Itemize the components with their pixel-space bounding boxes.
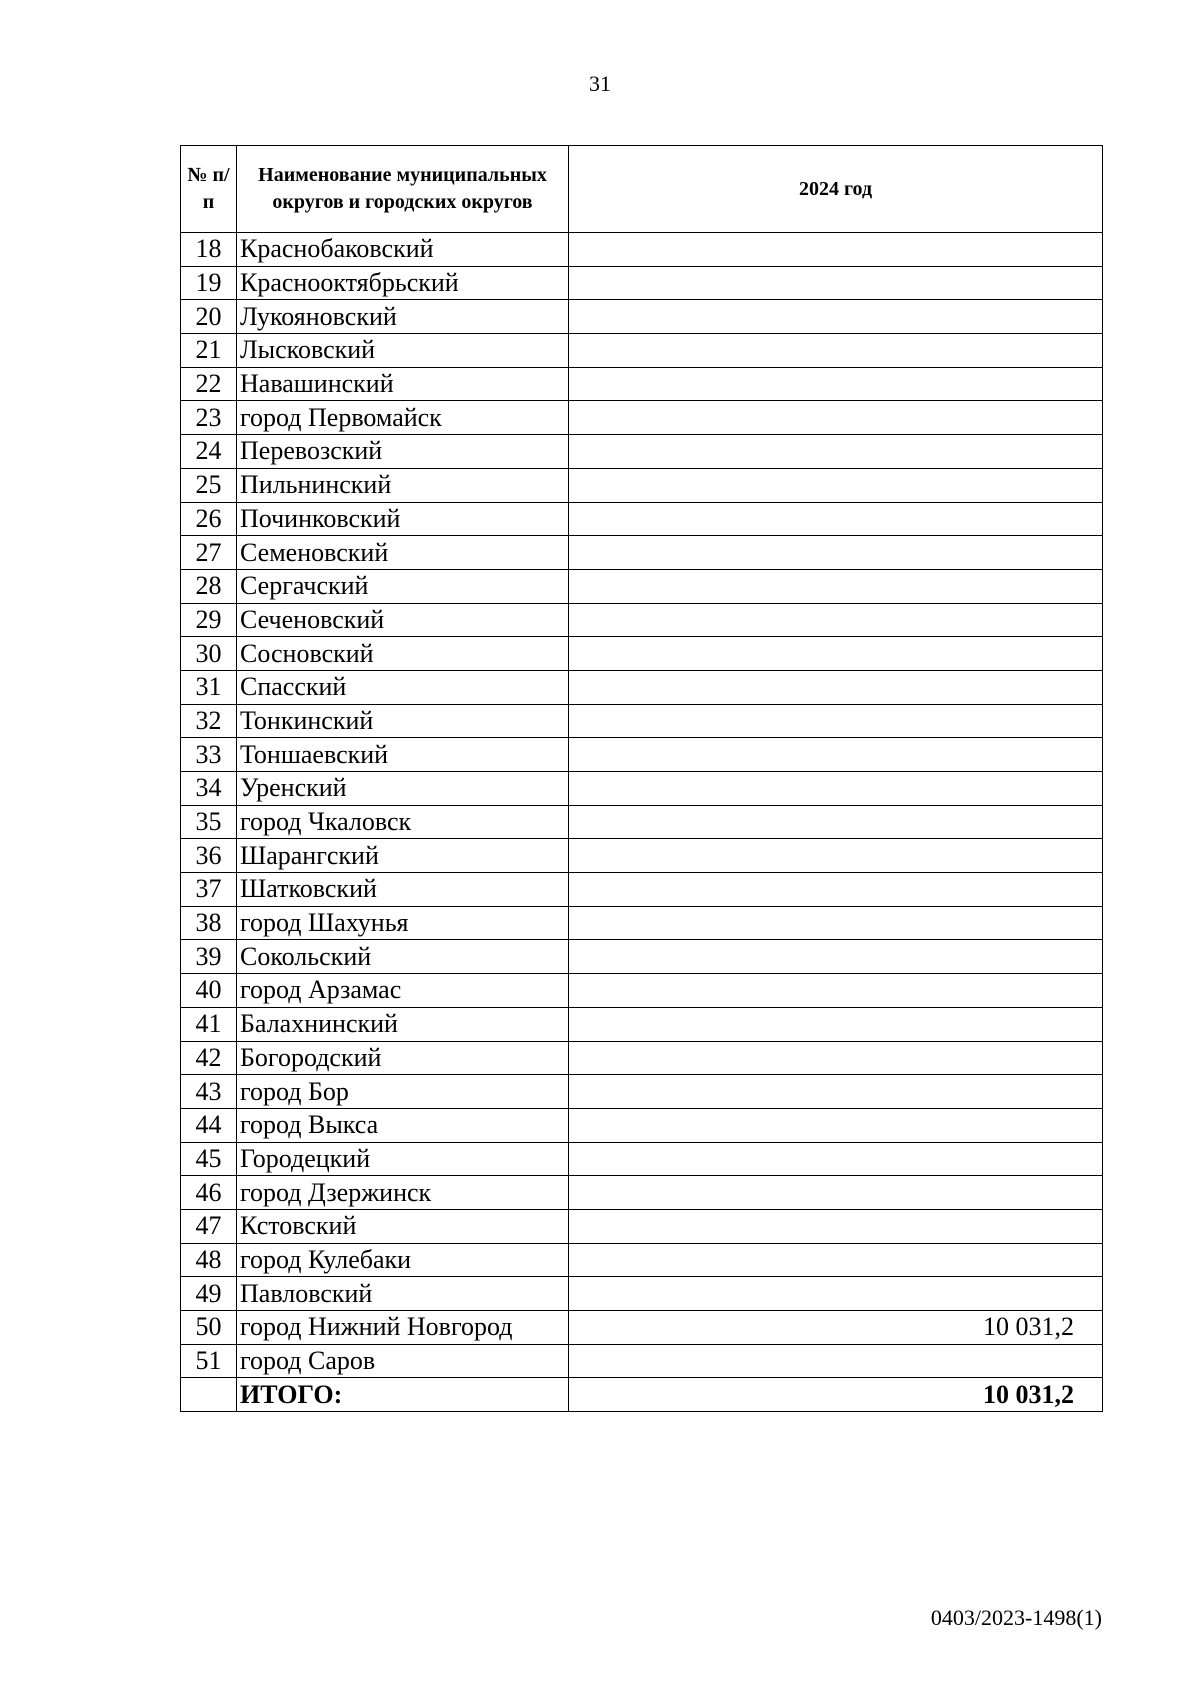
- row-number: 31: [181, 670, 237, 704]
- row-value: [569, 502, 1103, 536]
- row-value: [569, 974, 1103, 1008]
- row-district-name: город Бор: [237, 1075, 569, 1109]
- table-row: [181, 1243, 1103, 1277]
- row-number: 41: [181, 1007, 237, 1041]
- total-label: ИТОГО:: [237, 1378, 569, 1412]
- table-row: [181, 1311, 1103, 1345]
- table-row: [181, 906, 1103, 940]
- row-district-name: Уренский: [237, 772, 569, 806]
- row-number: 38: [181, 906, 237, 940]
- row-district-name: Спасский: [237, 670, 569, 704]
- total-number: [181, 1378, 237, 1412]
- row-number: 49: [181, 1277, 237, 1311]
- table-row: [181, 1007, 1103, 1041]
- row-value: [569, 940, 1103, 974]
- table-row: [181, 266, 1103, 300]
- row-value: [569, 401, 1103, 435]
- row-number: 23: [181, 401, 237, 435]
- header-year: 2024 год: [569, 146, 1103, 233]
- row-number: 29: [181, 603, 237, 637]
- table-row: [181, 1209, 1103, 1243]
- row-district-name: город Нижний Новгород: [237, 1311, 569, 1345]
- row-number: 25: [181, 468, 237, 502]
- row-value: [569, 839, 1103, 873]
- row-number: 27: [181, 536, 237, 570]
- row-value: [569, 1142, 1103, 1176]
- row-value: [569, 233, 1103, 267]
- row-number: 40: [181, 974, 237, 1008]
- row-district-name: Сергачский: [237, 569, 569, 603]
- table-row: [181, 1075, 1103, 1109]
- total-row: [181, 1378, 1103, 1412]
- table-row: [181, 805, 1103, 839]
- row-number: 44: [181, 1108, 237, 1142]
- table-row: [181, 873, 1103, 907]
- row-district-name: Сокольский: [237, 940, 569, 974]
- row-number: 30: [181, 637, 237, 671]
- table-row: [181, 637, 1103, 671]
- table-row: [181, 233, 1103, 267]
- table-row: [181, 704, 1103, 738]
- table-row: [181, 1176, 1103, 1210]
- row-value: [569, 906, 1103, 940]
- row-value: [569, 1344, 1103, 1378]
- row-district-name: город Выкса: [237, 1108, 569, 1142]
- row-number: 33: [181, 738, 237, 772]
- row-value: [569, 435, 1103, 469]
- row-value: [569, 367, 1103, 401]
- row-district-name: Тонкинский: [237, 704, 569, 738]
- row-value: [569, 1209, 1103, 1243]
- row-value: [569, 569, 1103, 603]
- row-number: 47: [181, 1209, 237, 1243]
- table-body: [181, 233, 1103, 1412]
- page-number: 31: [589, 71, 611, 96]
- row-value: [569, 603, 1103, 637]
- row-number: 32: [181, 704, 237, 738]
- row-district-name: Краснобаковский: [237, 233, 569, 267]
- row-value: [569, 1277, 1103, 1311]
- header-number: № п/п: [181, 146, 237, 233]
- row-number: 46: [181, 1176, 237, 1210]
- table-row: [181, 772, 1103, 806]
- row-value: [569, 266, 1103, 300]
- row-value: [569, 1007, 1103, 1041]
- table-row: [181, 401, 1103, 435]
- row-district-name: Навашинский: [237, 367, 569, 401]
- table-row: [181, 738, 1103, 772]
- row-value: [569, 334, 1103, 368]
- row-value: [569, 772, 1103, 806]
- table-row: [181, 670, 1103, 704]
- table-row: [181, 1041, 1103, 1075]
- row-district-name: город Саров: [237, 1344, 569, 1378]
- row-number: 45: [181, 1142, 237, 1176]
- table-row: [181, 367, 1103, 401]
- row-value: [569, 1243, 1103, 1277]
- row-district-name: Пильнинский: [237, 468, 569, 502]
- header-district-name: Наименование муниципальных округов и городских округов: [237, 146, 569, 233]
- row-district-name: Семеновский: [237, 536, 569, 570]
- row-district-name: город Кулебаки: [237, 1243, 569, 1277]
- row-district-name: Перевозский: [237, 435, 569, 469]
- row-number: 22: [181, 367, 237, 401]
- table-row: [181, 536, 1103, 570]
- row-district-name: Сеченовский: [237, 603, 569, 637]
- row-number: 50: [181, 1311, 237, 1345]
- row-district-name: Шарангский: [237, 839, 569, 873]
- row-value: [569, 1108, 1103, 1142]
- row-value: [569, 1041, 1103, 1075]
- table-row: [181, 603, 1103, 637]
- table-row: [181, 1344, 1103, 1378]
- table-row: [181, 940, 1103, 974]
- row-number: 34: [181, 772, 237, 806]
- row-district-name: Шатковский: [237, 873, 569, 907]
- row-number: 48: [181, 1243, 237, 1277]
- row-district-name: город Чкаловск: [237, 805, 569, 839]
- row-district-name: город Дзержинск: [237, 1176, 569, 1210]
- row-district-name: Тоншаевский: [237, 738, 569, 772]
- table-row: [181, 435, 1103, 469]
- document-code: 0403/2023-1498(1): [930, 1605, 1102, 1630]
- table-header-row: [181, 146, 1103, 233]
- row-value: [569, 536, 1103, 570]
- row-number: 24: [181, 435, 237, 469]
- row-district-name: Починковский: [237, 502, 569, 536]
- row-district-name: Лукояновский: [237, 300, 569, 334]
- table-row: [181, 974, 1103, 1008]
- row-value: [569, 1176, 1103, 1210]
- total-value: 10 031,2: [569, 1378, 1103, 1412]
- row-district-name: Сосновский: [237, 637, 569, 671]
- row-district-name: Лысковский: [237, 334, 569, 368]
- row-number: 39: [181, 940, 237, 974]
- table-row: [181, 334, 1103, 368]
- row-district-name: Городецкий: [237, 1142, 569, 1176]
- row-number: 28: [181, 569, 237, 603]
- row-value: [569, 873, 1103, 907]
- table-row: [181, 468, 1103, 502]
- row-value: [569, 637, 1103, 671]
- row-district-name: город Первомайск: [237, 401, 569, 435]
- row-number: 51: [181, 1344, 237, 1378]
- row-number: 37: [181, 873, 237, 907]
- row-number: 19: [181, 266, 237, 300]
- row-value: [569, 1075, 1103, 1109]
- row-number: 43: [181, 1075, 237, 1109]
- row-number: 21: [181, 334, 237, 368]
- row-district-name: Краснооктябрьский: [237, 266, 569, 300]
- table-row: [181, 502, 1103, 536]
- row-value: [569, 704, 1103, 738]
- row-number: 26: [181, 502, 237, 536]
- row-value: [569, 805, 1103, 839]
- row-number: 36: [181, 839, 237, 873]
- row-district-name: Балахнинский: [237, 1007, 569, 1041]
- row-value: 10 031,2: [569, 1311, 1103, 1345]
- row-district-name: город Арзамас: [237, 974, 569, 1008]
- table-row: [181, 1142, 1103, 1176]
- row-district-name: Богородский: [237, 1041, 569, 1075]
- row-district-name: город Шахунья: [237, 906, 569, 940]
- table-row: [181, 839, 1103, 873]
- table-row: [181, 1277, 1103, 1311]
- row-district-name: Кстовский: [237, 1209, 569, 1243]
- table-row: [181, 1108, 1103, 1142]
- districts-table: [180, 145, 1103, 1412]
- row-number: 42: [181, 1041, 237, 1075]
- table-row: [181, 300, 1103, 334]
- row-district-name: Павловский: [237, 1277, 569, 1311]
- row-number: 18: [181, 233, 237, 267]
- row-value: [569, 738, 1103, 772]
- row-number: 20: [181, 300, 237, 334]
- row-value: [569, 670, 1103, 704]
- table-row: [181, 569, 1103, 603]
- row-number: 35: [181, 805, 237, 839]
- row-value: [569, 300, 1103, 334]
- row-value: [569, 468, 1103, 502]
